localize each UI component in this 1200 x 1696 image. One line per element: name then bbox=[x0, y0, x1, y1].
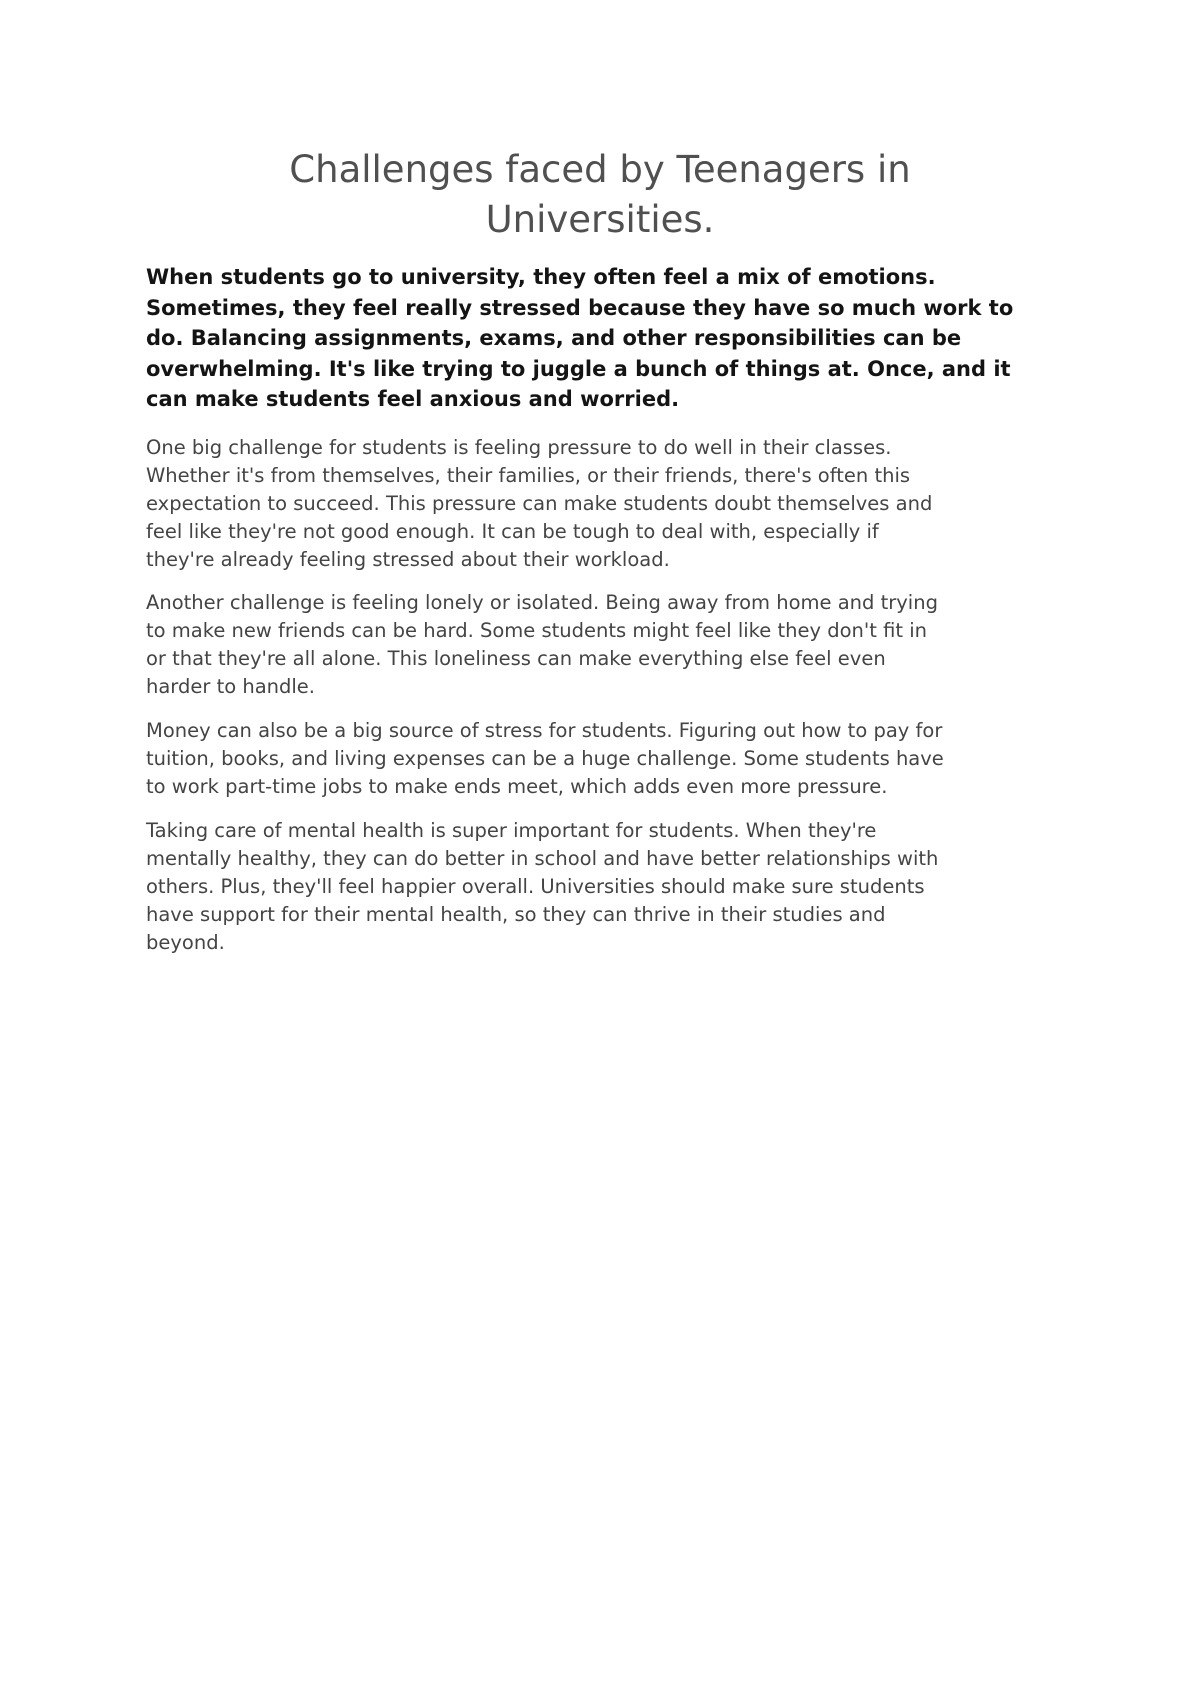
paragraph-money-stress: Money can also be a big source of stress for students. Figuring out how to pay for tuition, books, and living expenses can be a huge challenge. Some students have to work part-time jobs to make ends meet, which adds even more pressure. bbox=[146, 719, 944, 798]
lead-paragraph: When students go to university, they often feel a mix of emotions. Sometimes, they feel really stressed because they have so much work to do. Balancing assignments, exams, and other responsibilities can be overwhelming. It's like trying to juggle a bunch of things at. Once, and it can make students feel anxious and worried. bbox=[146, 265, 1014, 411]
paragraph-mental-health: Taking care of mental health is super important for students. When they're mentally healthy, they can do better in school and have better relationships with others. Plus, they'll feel happier overall. Universities should make sure students have support for their mental health, so they can thrive in their studies and beyond. bbox=[146, 819, 939, 954]
paragraph-academic-pressure: One big challenge for students is feeling pressure to do well in their classes. Whether it's from themselves, their families, or their friends, there's often this expectation to succeed. This pressure can make students doubt themselves and feel like they're not good enough. It can be tough to deal with, especially if they're already feeling stressed about their workload. bbox=[146, 436, 933, 571]
document-title: Challenges faced by Teenagers in Universities. bbox=[289, 148, 911, 241]
paragraph-loneliness: Another challenge is feeling lonely or isolated. Being away from home and trying to make new friends can be hard. Some students might feel like they don't fit in or that they're all alone. This loneliness can make everything else feel even harder to handle. bbox=[146, 591, 938, 698]
